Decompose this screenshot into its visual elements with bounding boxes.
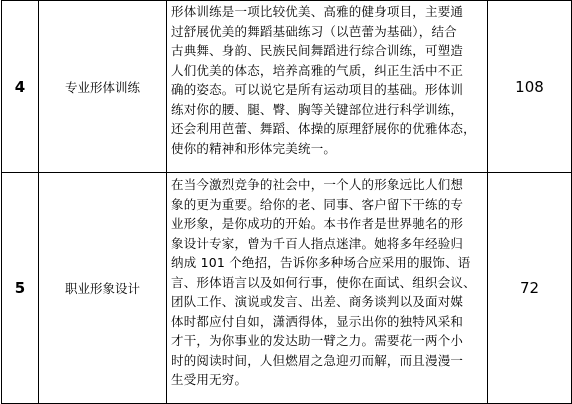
course-description-cell <box>167 1 488 173</box>
course-table <box>1 0 572 404</box>
course-name: 专业形体训练 <box>39 1 167 173</box>
course-value: 72 <box>488 173 572 404</box>
course-description-cell <box>167 173 488 404</box>
course-name: 职业形象设计 <box>39 173 167 404</box>
course-description: 形体训练是一项比较优美、高雅的健身项目，主要通 过舒展优美的舞蹈基础练习（以芭蕾为基础），结合 古典舞、身韵、民族民间舞蹈进行综合训练，可塑造 人们优美的体态，培养高雅的气质，纠正生活中不正 确的姿态。可以说它是所有运动项目的基础。形体训 练对你的腰、腿、臀、胸等关键部位进行科学训练， 还会利用芭蕾、舞蹈、体操的原理舒展你的优雅体态， 使你的精神和形体完美统一。 <box>171 4 476 156</box>
table-row <box>2 1 572 173</box>
course-value: 108 <box>488 1 572 173</box>
table-row <box>2 173 572 404</box>
row-number: 5 <box>2 173 39 404</box>
course-description: 在当今激烈竞争的社会中，一个人的形象远比人们想 象的更为重要。给你的老、同事、客户留下干练的专 业形象，是你成功的开始。本书作者是世界驰名的形 象设计专家，曾为千百人指点迷津。她将多年经验归 纳成 101 个绝招，告诉你多种场合应采用的服饰、语 言、形体语言以及如何行事，使你在面试、组织会议、 团队工作、演说或发言、出差、商务谈判以及面对媒 体时都应付自如，潇洒得体，显示出你的独特风采和 才干，为你事业的发达助一臂之力。需要花一两个小 时的阅读时间，人但燃眉之急迎刃而解，而且漫漫一 生受用无穷。 <box>171 177 476 387</box>
row-number: 4 <box>2 1 39 173</box>
